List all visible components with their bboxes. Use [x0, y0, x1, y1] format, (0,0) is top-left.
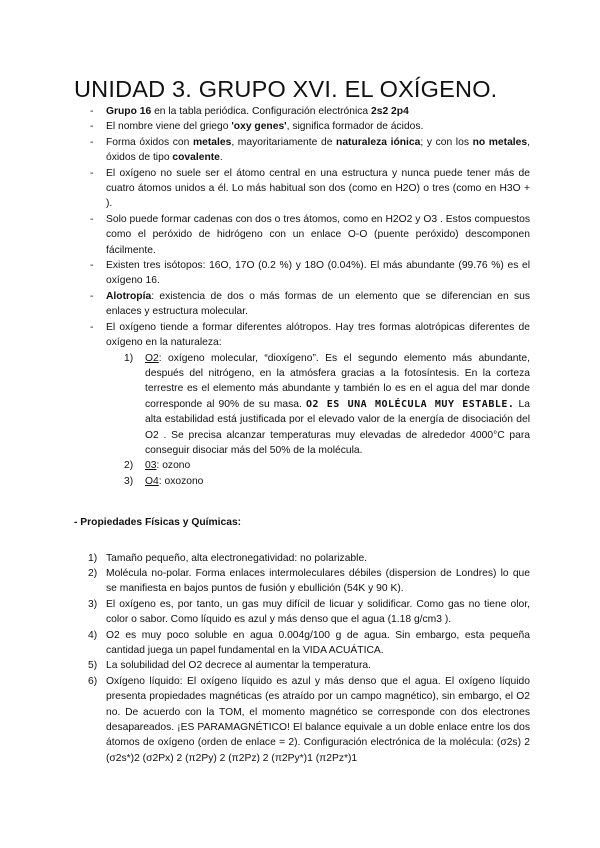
bullet-allotropes: - El oxígeno tiende a formar diferentes alótropos. Hay tres formas alotrópicas diferentes de oxígeno en la naturaleza:: [0, 320, 530, 351]
property-item: 1) Tamaño pequeño, alta electronegatividad: no polarizable.: [88, 552, 368, 564]
property-item: 2) Molécula no-polar. Forma enlaces intermoleculares débiles (dispersion de Londres) lo que se manifiesta en bajos puntos de fusión y ebullición (54K y 90 K).: [88, 567, 530, 595]
page-title: UNIDAD 3. GRUPO XVI. EL OXÍGENO.: [74, 76, 498, 102]
document-body: [0, 104, 600, 766]
bullet-allotropy: - Alotropía: existencia de dos o más formas de un elemento que se diferencian en sus enlaces y estructura molecular.: [0, 289, 530, 320]
bullet-central-atom: - El oxígeno no suele ser el átomo central en una estructura y nunca puede tener más de cuatro átomos unidos a él. Lo más habitual son dos (como en H2O) o tres (como en H3O + ).: [0, 166, 530, 212]
property-item: 6) Oxígeno líquido: El oxígeno líquido es azul y más denso que el agua. El oxígeno líquido presenta propiedades magnéticas (es atraído por un campo magnético), sin embargo, el O2 no. De acuerdo con la TOM, el momento magnético se corresponde con dos electrones desapareados. ¡ES PARAMAGNÉTICO! El balance equivale a un doble enlace entre los dos átomos de oxígeno (orden de enlace = 2). Configuración electrónica de la molécula: (σ2s) 2 (σ2s*)2 (σ2Px) 2 (π2Py) 2 (π2Pz) 2 (π2Py*)1 (π2Pz*)1: [88, 675, 530, 764]
property-item: 3) El oxígeno es, por tanto, un gas muy difícil de licuar y solidificar. Como gas no tiene olor, color o sabor. Como líquido es azul y más denso que el agua (1.18 g/cm3 ).: [88, 598, 530, 626]
allotrope-item: 2) 03: ozono: [124, 460, 191, 472]
bullet-isotopes: - Existen tres isótopos: 16O, 17O (0.2 %) y 18O (0.04%). El más abundante (99.76 %) es el oxígeno 16.: [0, 258, 530, 289]
bullet-oxides: - Forma óxidos con metales, mayoritariamente de naturaleza iónica; y con los no metales, óxidos de tipo covalente.: [0, 135, 530, 166]
property-item: 4) O2 es muy poco soluble en agua 0.004g/100 g de agua. Sin embargo, esta pequeña cantidad juega un papel fundamental en la VIDA ACUÁTICA.: [88, 629, 530, 656]
bullet-name-origin: - El nombre viene del griego 'oxy genes', significa formador de ácidos.: [0, 119, 530, 134]
allotrope-item: 3) O4: oxozono: [124, 475, 204, 487]
section-title: - Propiedades Físicas y Químicas:: [74, 517, 242, 529]
allotrope-item: 1) O2: oxígeno molecular, “dioxígeno”. Es el segundo elemento más abundante, después del nitrógeno, en la atmósfera gracias a la fotosíntesis. En la corteza terrestre es el elemento más abundante y también lo es en el agua del mar donde corresponde al 90% de su masa. O2 ES UNA MOLÉCULA MUY ESTABLE. La alta estabilidad está justificada por el elevado valor de la energía de disociación del O2 . Se precisa alcanzar temperaturas muy elevadas de alrededor 4000°C para conseguir disociar más del 50% de la molécula.: [124, 352, 530, 456]
property-item: 5) La solubilidad del O2 decrece al aumentar la temperatura.: [88, 660, 372, 672]
bullet-group-16: - Grupo 16 en la tabla periódica. Configuración electrónica 2s2 2p4: [0, 104, 530, 119]
bullet-chains: - Solo puede formar cadenas con dos o tres átomos, como en H2O2 y O3 . Estos compuestos como el peróxido de hidrógeno con un enlace O-O (puente peróxido) descomponen fácilmente.: [0, 212, 530, 258]
